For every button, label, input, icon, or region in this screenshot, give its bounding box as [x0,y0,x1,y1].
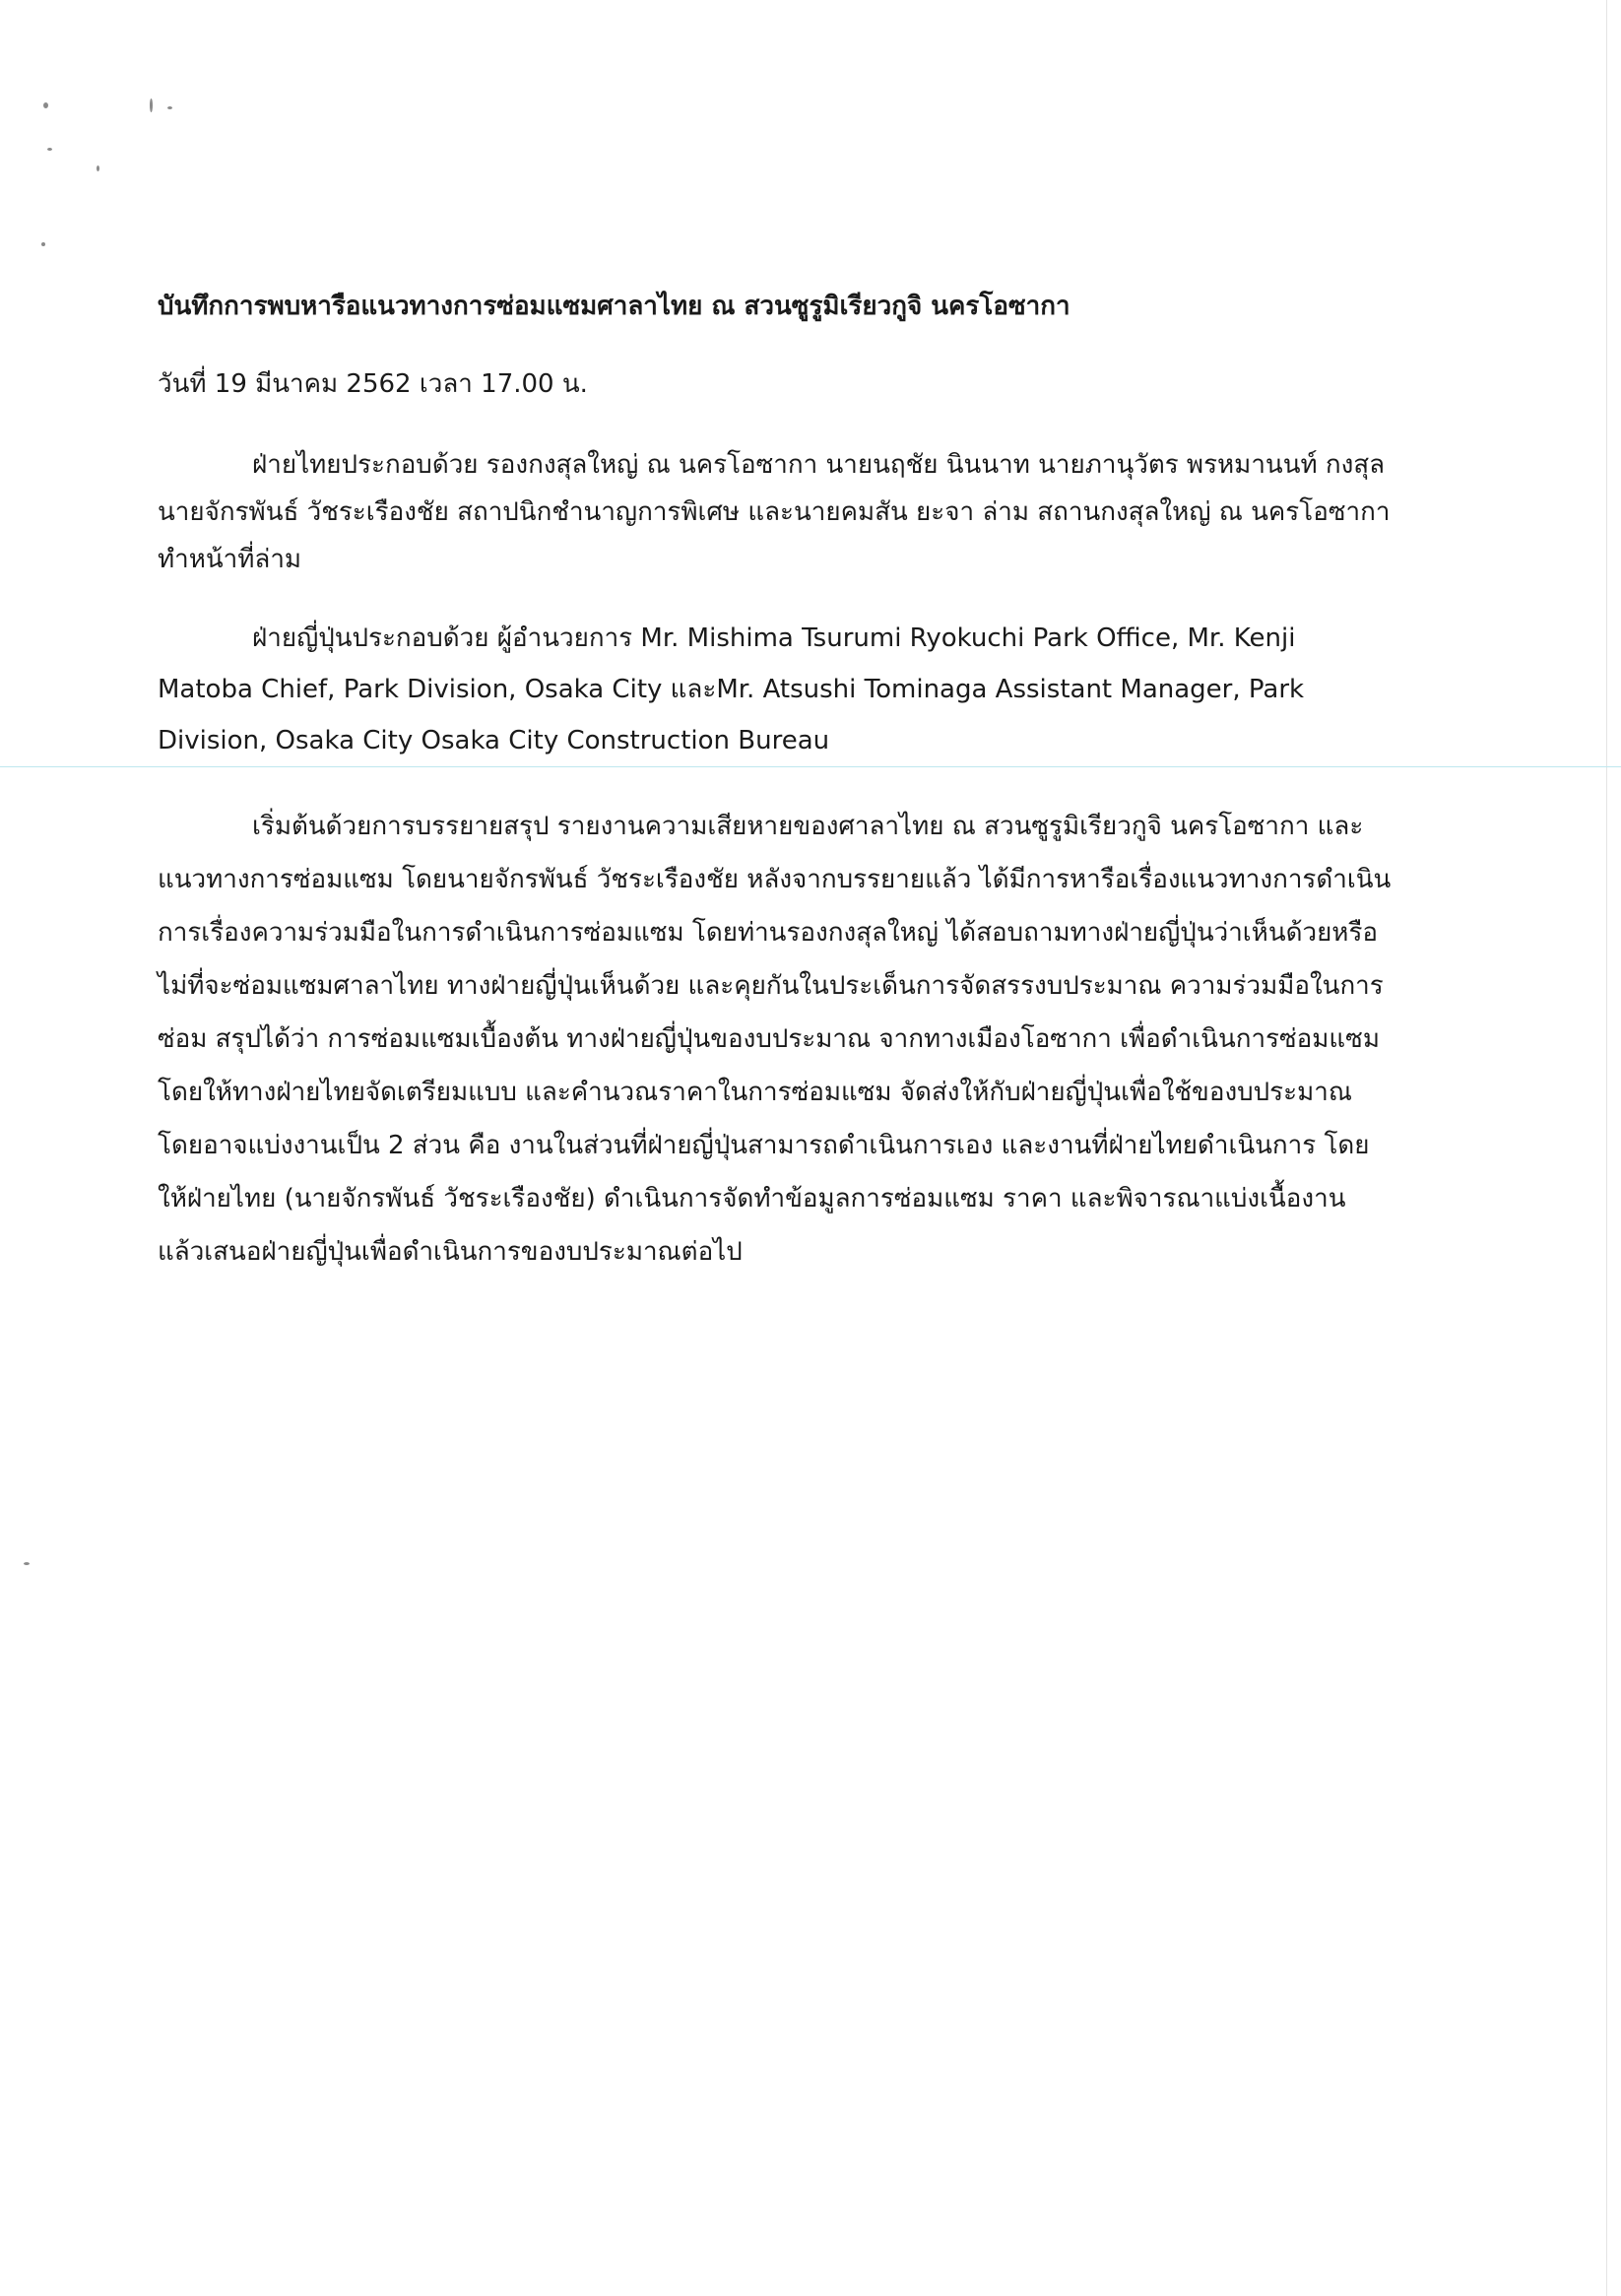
paragraph-thai-delegation: ฝ่ายไทยประกอบด้วย รองกงสุลใหญ่ ณ นครโอซากา นายนฤชัย นินนาท นายภานุวัตร พรหมานนท์ กงสุล นายจักรพันธ์ วัชระเรืองชัย สถาปนิกชำนาญการพิเศษ และนายคมสัน ยะจา ล่าม สถานกงสุลใหญ่ ณ นครโอซากา ทำหน้าที่ล่าม [158,450,1391,574]
document-body [158,286,1398,1279]
scan-speck [150,98,153,112]
scan-speck [43,102,48,108]
scan-edge [1606,0,1607,2296]
paragraph-meeting-summary: เริ่มต้นด้วยการบรรยายสรุป รายงานความเสียหายของศาลาไทย ณ สวนซูรูมิเรียวกูจิ นครโอซากา และแนวทางการซ่อมแซม โดยนายจักรพันธ์ วัชระเรืองชัย หลังจากบรรยายแล้ว ได้มีการหารือเรื่องแนวทางการดำเนินการเรื่องความร่วมมือในการดำเนินการซ่อมแซม โดยท่านรองกงสุลใหญ่ ได้สอบถามทางฝ่ายญี่ปุ่นว่าเห็นด้วยหรือไม่ที่จะซ่อมแซมศาลาไทย ทางฝ่ายญี่ปุ่นเห็นด้วย และคุยกันในประเด็นการจัดสรรงบประมาณ ความร่วมมือในการซ่อม สรุปได้ว่า การซ่อมแซมเบื้องต้น ทางฝ่ายญี่ปุ่นของบประมาณ จากทางเมืองโอซากา เพื่อดำเนินการซ่อมแซม โดยให้ทางฝ่ายไทยจัดเตรียมแบบ และคำนวณราคาในการซ่อมแซม จัดส่งให้กับฝ่ายญี่ปุ่นเพื่อใช้ของบประมาณ โดยอาจแบ่งงานเป็น 2 ส่วน คือ งานในส่วนที่ฝ่ายญี่ปุ่นสามารถดำเนินการเอง และงานที่ฝ่ายไทยดำเนินการ โดยให้ฝ่ายไทย (นายจักรพันธ์ วัชระเรืองชัย) ดำเนินการจัดทำข้อมูลการซ่อมแซม ราคา และพิจารณาแบ่งเนื้องาน แล้วเสนอฝ่ายญี่ปุ่นเพื่อดำเนินการของบประมาณต่อไป [158,812,1392,1267]
scan-speck [47,148,52,151]
scan-speck [167,106,172,109]
document-date: วันที่ 19 มีนาคม 2562 เวลา 17.00 น. [158,369,588,399]
paragraph-japanese-delegation: ฝ่ายญี่ปุ่นประกอบด้วย ผู้อำนวยการ Mr. Mishima Tsurumi Ryokuchi Park Office, Mr. Kenji Matoba Chief, Park Division, Osaka City และMr. Atsushi Tominaga Assistant Manager, Park Division, Osaka City Osaka City Construction Bureau [158,623,1305,755]
document-title: บันทึกการพบหารือแนวทางการซ่อมแซมศาลาไทย ณ สวนซูรูมิเรียวกูจิ นครโอซากา [158,292,1070,321]
scan-speck [97,165,99,171]
scan-speck [41,242,45,246]
scan-speck [24,1562,30,1565]
